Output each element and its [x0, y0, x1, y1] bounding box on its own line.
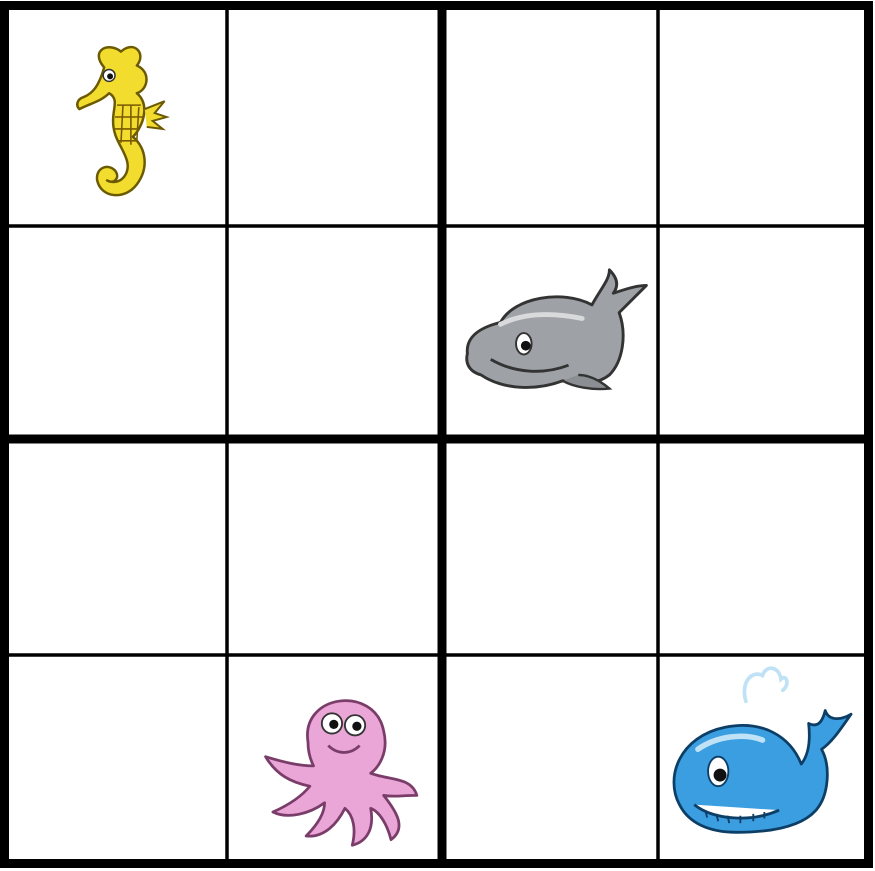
cell-r1-c1[interactable]	[9, 10, 229, 228]
cell-r2-c1[interactable]	[9, 228, 229, 444]
cell-r3-c1[interactable]	[9, 444, 229, 657]
octopus-picture	[229, 657, 446, 860]
cell-r2-c4[interactable]	[660, 228, 865, 444]
cell-r4-c4[interactable]	[660, 657, 865, 860]
cell-r3-c2[interactable]	[229, 444, 446, 657]
cell-r4-c1[interactable]	[9, 657, 229, 860]
cell-r1-c3[interactable]	[446, 10, 660, 228]
dolphin-picture	[446, 228, 660, 444]
whale-icon	[674, 668, 851, 832]
cell-r1-c4[interactable]	[660, 10, 865, 228]
octopus-icon	[266, 701, 417, 846]
seahorse-picture	[9, 10, 229, 228]
dolphin-icon	[467, 270, 647, 389]
whale-picture	[660, 657, 865, 860]
cell-r4-c3[interactable]	[446, 657, 660, 860]
seahorse-icon	[77, 47, 166, 195]
cell-r2-c2[interactable]	[229, 228, 446, 444]
cell-r4-c2[interactable]	[229, 657, 446, 860]
cell-r3-c4[interactable]	[660, 444, 865, 657]
cell-r1-c2[interactable]	[229, 10, 446, 228]
cell-r2-c3[interactable]	[446, 228, 660, 444]
cell-r3-c3[interactable]	[446, 444, 660, 657]
